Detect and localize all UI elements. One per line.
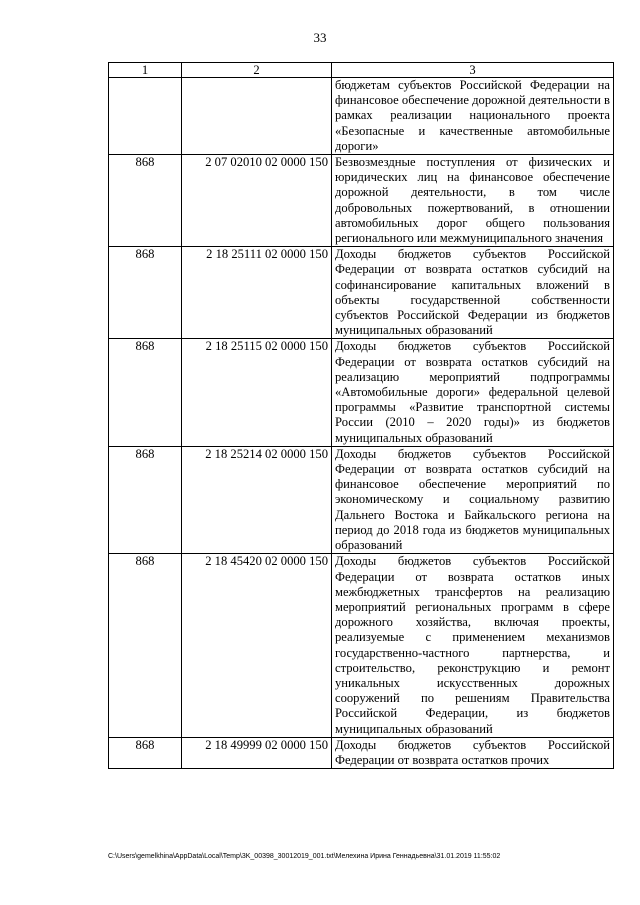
description-cell: Доходы бюджетов субъектов Российской Федерации от возврата остатков субсидий на финансовое обеспечение мероприятий по экономическому и социальному развитию Дальнего Востока и Байкальского региона на период до 2018 года из бюджетов муниципальных образований	[332, 446, 614, 553]
column-header-2: 2	[182, 63, 332, 78]
budget-code-cell: 2 18 25214 02 0000 150	[182, 446, 332, 553]
table-row	[109, 78, 614, 155]
admin-code-cell: 868	[109, 339, 182, 446]
admin-code-cell	[109, 78, 182, 155]
column-header-3: 3	[332, 63, 614, 78]
table-row	[109, 737, 614, 768]
table-row	[109, 155, 614, 247]
table-row	[109, 339, 614, 446]
admin-code-cell: 868	[109, 155, 182, 247]
description-cell: Доходы бюджетов субъектов Российской Федерации от возврата остатков прочих	[332, 737, 614, 768]
budget-classification-table	[108, 62, 614, 769]
table-row	[109, 554, 614, 737]
admin-code-cell: 868	[109, 737, 182, 768]
description-cell: Безвозмездные поступления от физических и юридических лиц на финансовое обеспечение дорожной деятельности, в том числе добровольных пожертвований, в отношении автомобильных дорог общего пользования регионального или межмуниципального значения	[332, 155, 614, 247]
admin-code-cell: 868	[109, 247, 182, 339]
file-path-footer: C:\Users\gemelkhina\AppData\Local\Temp\3K_00398_30012019_001.txt\Мелехина Ирина Геннадьевна\31.01.2019 11:55:02	[108, 853, 501, 860]
description-cell: Доходы бюджетов субъектов Российской Федерации от возврата остатков субсидий на реализацию мероприятий подпрограммы «Автомобильные дороги» федеральной целевой программы «Развитие транспортной системы России (2010 – 2020 годы)» из бюджетов муниципальных образований	[332, 339, 614, 446]
description-cell: Доходы бюджетов субъектов Российской Федерации от возврата остатков субсидий на софинансирование капитальных вложений в объекты государственной собственности субъектов Российской Федерации из бюджетов муниципальных образований	[332, 247, 614, 339]
description-cell: Доходы бюджетов субъектов Российской Федерации от возврата остатков иных межбюджетных трансфертов на реализацию мероприятий региональных программ в сфере дорожного хозяйства, включая проекты, реализуемые с применением механизмов государственно-частного партнерства, и строительство, реконструкцию и ремонт уникальных искусственных дорожных сооружений по решениям Правительства Российской Федерации, из бюджетов муниципальных образований	[332, 554, 614, 737]
budget-code-cell: 2 18 45420 02 0000 150	[182, 554, 332, 737]
budget-code-cell: 2 07 02010 02 0000 150	[182, 155, 332, 247]
table-row	[109, 247, 614, 339]
budget-code-cell: 2 18 25115 02 0000 150	[182, 339, 332, 446]
admin-code-cell: 868	[109, 554, 182, 737]
admin-code-cell: 868	[109, 446, 182, 553]
table-row	[109, 446, 614, 553]
column-header-1: 1	[109, 63, 182, 78]
budget-code-cell	[182, 78, 332, 155]
budget-code-cell: 2 18 25111 02 0000 150	[182, 247, 332, 339]
table-header-row	[109, 63, 614, 78]
budget-code-cell: 2 18 49999 02 0000 150	[182, 737, 332, 768]
description-cell: бюджетам субъектов Российской Федерации на финансовое обеспечение дорожной деятельности в рамках реализации национального проекта «Безопасные и качественные автомобильные дороги»	[332, 78, 614, 155]
page-number: 33	[313, 30, 327, 45]
